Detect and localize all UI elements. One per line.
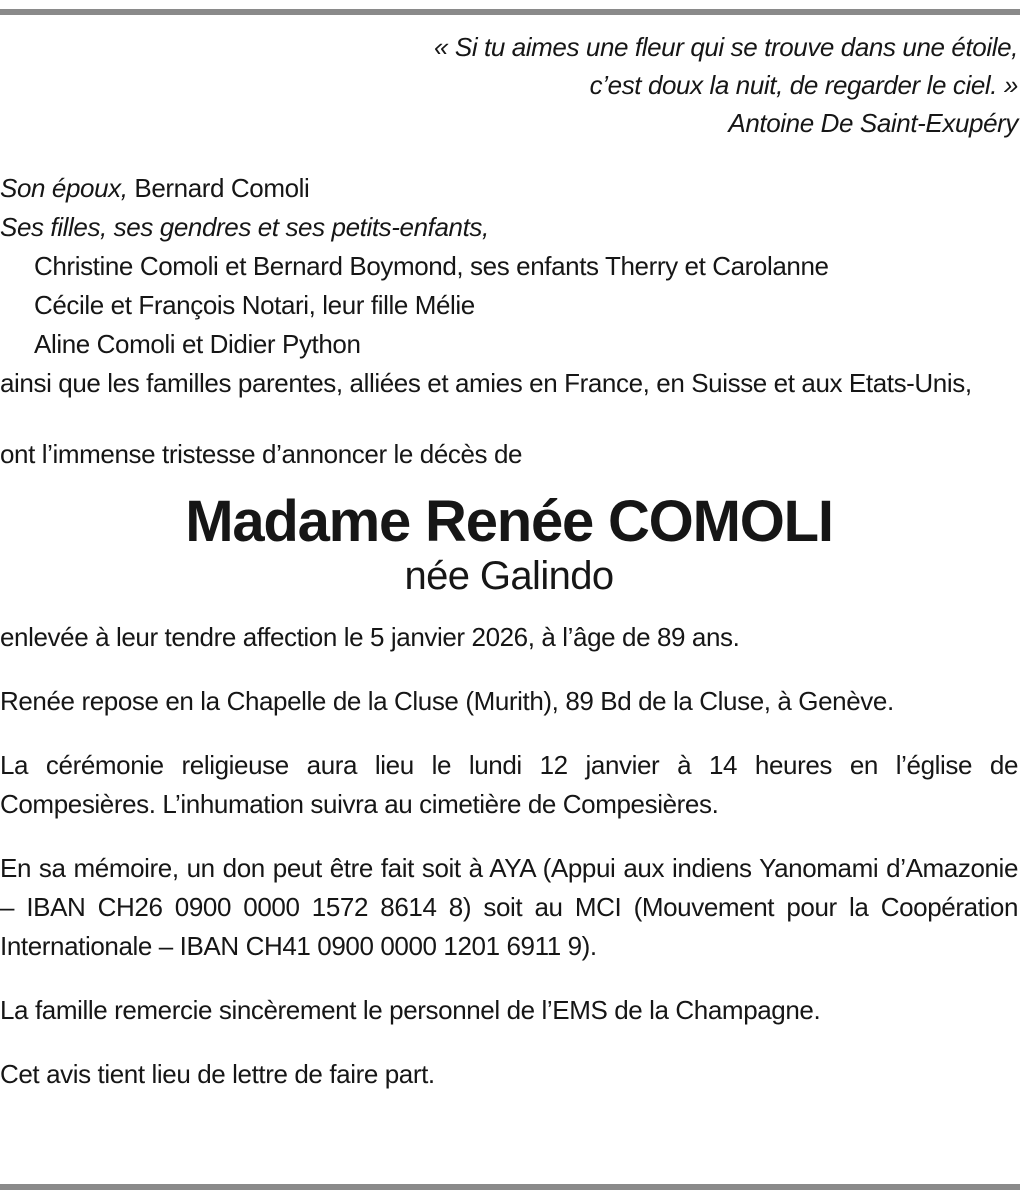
quote-line-1: « Si tu aimes une fleur qui se trouve dans une étoile,: [434, 32, 1018, 62]
spouse-label: Son époux,: [0, 173, 128, 203]
top-rule: [0, 9, 1020, 15]
thanks-paragraph: La famille remercie sincèrement le personnel de l’EMS de la Champagne.: [0, 995, 821, 1025]
family-list: [0, 169, 1018, 403]
quote-author: Antoine De Saint-Exupéry: [728, 108, 1018, 138]
deceased-name: Madame Renée COMOLI: [185, 489, 833, 554]
ceremony-paragraph: La cérémonie religieuse aura lieu le lundi 12 janvier à 14 heures en l’église de Compesières. L’inhumation suivra au cimetière de Compesières.: [0, 750, 1018, 819]
child-line: Christine Comoli et Bernard Boymond, ses enfants Therry et Carolanne: [34, 251, 829, 281]
passing-paragraph: enlevée à leur tendre affection le 5 janvier 2026, à l’âge de 89 ans.: [0, 622, 740, 652]
quote-line-2: c’est doux la nuit, de regarder le ciel. »: [589, 70, 1018, 100]
announcement: ont l’immense tristesse d’annoncer le décès de: [0, 439, 523, 469]
child-line: Cécile et François Notari, leur fille Mélie: [34, 290, 475, 320]
children-label: Ses filles, ses gendres et ses petits-enfants,: [0, 212, 489, 242]
obituary-notice: [0, 28, 1018, 1094]
spouse-name: Bernard Comoli: [127, 173, 310, 203]
bottom-rule: [0, 1184, 1020, 1190]
closing-paragraph: Cet avis tient lieu de lettre de faire part.: [0, 1059, 435, 1089]
donation-paragraph: En sa mémoire, un don peut être fait soit à AYA (Appui aux indiens Yanomami d’Amazonie – IBAN CH26 0900 0000 1572 8614 8) soit au MCI (Mouvement pour la Coopération Internationale – IBAN CH41 0900 0000 1201 6911 9).: [0, 853, 1018, 961]
child-line: Aline Comoli et Didier Python: [34, 329, 361, 359]
epigraph-quote: [0, 28, 1018, 142]
relatives-line: ainsi que les familles parentes, alliées et amies en France, en Suisse et aux Etats-Unis,: [0, 368, 972, 398]
spouse-line: [0, 169, 1018, 208]
repose-paragraph: Renée repose en la Chapelle de la Cluse (Murith), 89 Bd de la Cluse, à Genève.: [0, 686, 894, 716]
maiden-name: née Galindo: [404, 554, 614, 598]
